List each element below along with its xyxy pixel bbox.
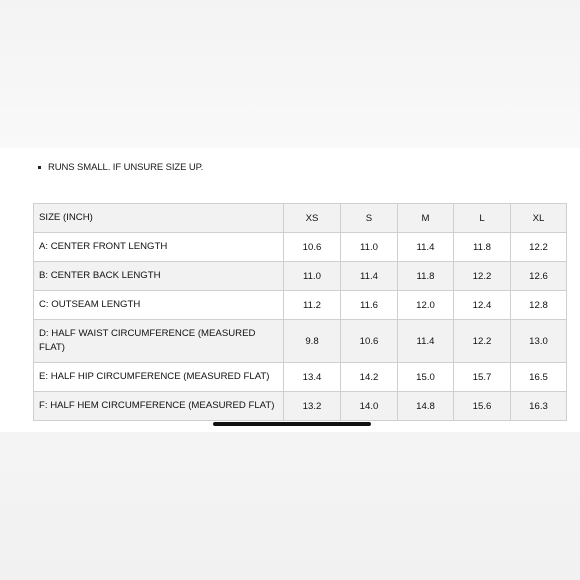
cell-value: 11.4 [341,262,398,291]
cell-value: 10.6 [341,320,398,363]
bottom-background [0,432,580,580]
cell-value: 14.2 [341,363,398,392]
row-label: D: HALF WAIST CIRCUMFERENCE (MEASURED FLAT) [34,320,284,363]
cell-value: 15.0 [398,363,454,392]
cell-value: 15.6 [454,392,511,421]
header-l: L [454,204,511,233]
cell-value: 11.4 [398,233,454,262]
cell-value: 11.8 [398,262,454,291]
header-size-inch: SIZE (INCH) [34,204,284,233]
header-s: S [341,204,398,233]
cell-value: 12.0 [398,291,454,320]
cell-value: 16.3 [511,392,567,421]
cell-value: 10.6 [284,233,341,262]
bullet-icon [38,166,41,169]
cell-value: 12.2 [454,320,511,363]
cell-value: 15.7 [454,363,511,392]
row-label: C: OUTSEAM LENGTH [34,291,284,320]
size-note-text: RUNS SMALL. IF UNSURE SIZE UP. [48,162,204,173]
cell-value: 11.8 [454,233,511,262]
header-xs: XS [284,204,341,233]
cell-value: 16.5 [511,363,567,392]
cell-value: 12.2 [511,233,567,262]
table-row [34,363,567,392]
cell-value: 11.2 [284,291,341,320]
cell-value: 13.0 [511,320,567,363]
table-row [34,262,567,291]
header-xl: XL [511,204,567,233]
cell-value: 13.2 [284,392,341,421]
cell-value: 11.6 [341,291,398,320]
horizontal-scrollbar[interactable] [213,422,371,426]
cell-value: 12.8 [511,291,567,320]
cell-value: 13.4 [284,363,341,392]
cell-value: 9.8 [284,320,341,363]
table-header-row [34,204,567,233]
size-note [38,162,203,173]
header-m: M [398,204,454,233]
top-background [0,0,580,148]
row-label: F: HALF HEM CIRCUMFERENCE (MEASURED FLAT) [34,392,284,421]
row-label: B: CENTER BACK LENGTH [34,262,284,291]
table-row [34,291,567,320]
cell-value: 14.0 [341,392,398,421]
cell-value: 12.6 [511,262,567,291]
cell-value: 11.0 [341,233,398,262]
size-chart-table [33,203,567,421]
table-row [34,392,567,421]
cell-value: 12.2 [454,262,511,291]
row-label: E: HALF HIP CIRCUMFERENCE (MEASURED FLAT) [34,363,284,392]
cell-value: 11.0 [284,262,341,291]
cell-value: 12.4 [454,291,511,320]
table-row [34,320,567,363]
table-row [34,233,567,262]
cell-value: 11.4 [398,320,454,363]
row-label: A: CENTER FRONT LENGTH [34,233,284,262]
cell-value: 14.8 [398,392,454,421]
